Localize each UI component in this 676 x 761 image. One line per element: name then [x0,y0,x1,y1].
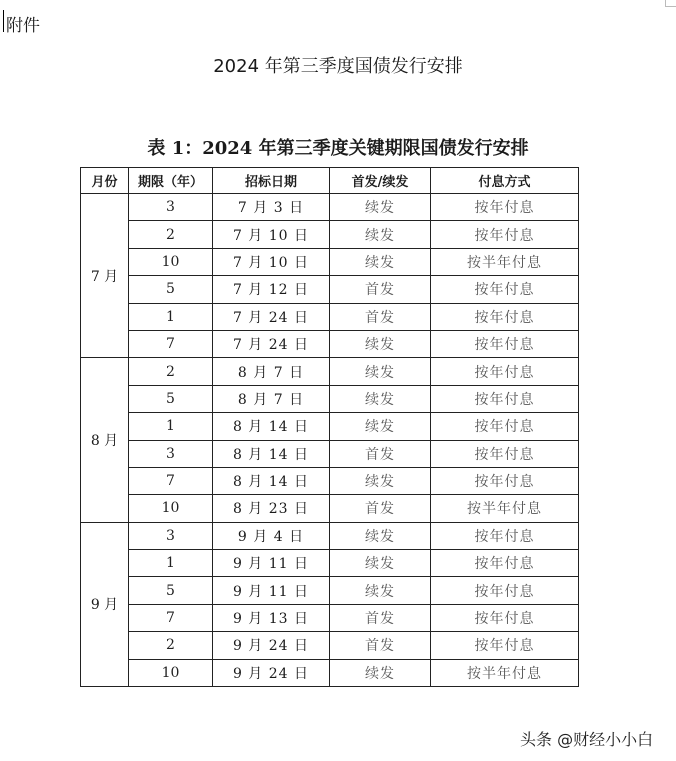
table-header-row [81,168,579,194]
page-corner-mark [665,0,676,7]
auction-date-cell: 9 月 13 日 [213,604,330,631]
issue-type-cell: 首发 [330,303,431,330]
table-row [81,550,579,577]
term-cell: 5 [129,577,213,604]
payment-method-cell: 按年付息 [431,303,579,330]
auction-date-cell: 8 月 14 日 [213,413,330,440]
table-row [81,467,579,494]
auction-date-cell: 7 月 24 日 [213,330,330,357]
issue-type-cell: 续发 [330,385,431,412]
payment-method-cell: 按年付息 [431,522,579,549]
auction-date-cell: 8 月 14 日 [213,440,330,467]
auction-date-cell: 7 月 10 日 [213,221,330,248]
auction-date-cell: 7 月 24 日 [213,303,330,330]
term-cell: 10 [129,659,213,686]
payment-method-cell: 按年付息 [431,604,579,631]
table-row [81,577,579,604]
table-row [81,632,579,659]
header-term: 期限（年） [129,168,213,194]
term-cell: 7 [129,330,213,357]
payment-method-cell: 按年付息 [431,358,579,385]
issue-type-cell: 续发 [330,467,431,494]
term-cell: 5 [129,276,213,303]
issue-type-cell: 首发 [330,440,431,467]
table-row [81,330,579,357]
payment-method-cell: 按年付息 [431,276,579,303]
auction-date-cell: 8 月 7 日 [213,385,330,412]
table-row [81,522,579,549]
payment-method-cell: 按年付息 [431,577,579,604]
payment-method-cell: 按半年付息 [431,248,579,275]
term-cell: 2 [129,358,213,385]
auction-date-cell: 7 月 12 日 [213,276,330,303]
auction-date-cell: 7 月 10 日 [213,248,330,275]
table-row [81,303,579,330]
term-cell: 1 [129,303,213,330]
issue-type-cell: 续发 [330,358,431,385]
auction-date-cell: 9 月 24 日 [213,632,330,659]
issue-type-cell: 续发 [330,194,431,221]
table-body [81,194,579,687]
issue-type-cell: 续发 [330,413,431,440]
table-row [81,495,579,522]
table-row [81,248,579,275]
month-cell: 9 月 [81,522,129,686]
header-payment-method: 付息方式 [431,168,579,194]
issue-type-cell: 首发 [330,276,431,303]
term-cell: 10 [129,248,213,275]
attachment-label: 附件 [6,16,40,36]
term-cell: 10 [129,495,213,522]
payment-method-cell: 按年付息 [431,440,579,467]
source-watermark: 头条 @财经小小白 [520,730,654,749]
issue-type-cell: 首发 [330,495,431,522]
term-cell: 7 [129,467,213,494]
document-title: 2024 年第三季度国债发行安排 [213,56,463,77]
header-auction-date: 招标日期 [213,168,330,194]
issue-type-cell: 续发 [330,330,431,357]
payment-method-cell: 按年付息 [431,632,579,659]
table-row [81,221,579,248]
term-cell: 5 [129,385,213,412]
header-month: 月份 [81,168,129,194]
issue-type-cell: 首发 [330,632,431,659]
issue-type-cell: 续发 [330,577,431,604]
payment-method-cell: 按年付息 [431,330,579,357]
payment-method-cell: 按年付息 [431,194,579,221]
auction-date-cell: 9 月 11 日 [213,577,330,604]
payment-method-cell: 按年付息 [431,467,579,494]
term-cell: 1 [129,413,213,440]
payment-method-cell: 按年付息 [431,550,579,577]
auction-date-cell: 8 月 23 日 [213,495,330,522]
issue-type-cell: 续发 [330,659,431,686]
term-cell: 2 [129,221,213,248]
auction-date-cell: 7 月 3 日 [213,194,330,221]
table-row [81,385,579,412]
header-issue-type: 首发/续发 [330,168,431,194]
payment-method-cell: 按年付息 [431,413,579,440]
table-row [81,440,579,467]
issuance-schedule-table [80,167,579,687]
term-cell: 3 [129,194,213,221]
text-cursor [3,10,4,32]
table-title: 表 1：2024 年第三季度关键期限国债发行安排 [147,138,529,159]
table-row [81,413,579,440]
payment-method-cell: 按年付息 [431,221,579,248]
term-cell: 7 [129,604,213,631]
auction-date-cell: 9 月 24 日 [213,659,330,686]
issue-type-cell: 续发 [330,550,431,577]
payment-method-cell: 按半年付息 [431,495,579,522]
table-row [81,276,579,303]
auction-date-cell: 9 月 4 日 [213,522,330,549]
table-row [81,604,579,631]
table-row [81,358,579,385]
issue-type-cell: 续发 [330,248,431,275]
term-cell: 1 [129,550,213,577]
month-cell: 7 月 [81,194,129,358]
auction-date-cell: 8 月 14 日 [213,467,330,494]
issue-type-cell: 续发 [330,221,431,248]
month-cell: 8 月 [81,358,129,522]
term-cell: 3 [129,522,213,549]
issue-type-cell: 首发 [330,604,431,631]
term-cell: 3 [129,440,213,467]
issue-type-cell: 续发 [330,522,431,549]
payment-method-cell: 按半年付息 [431,659,579,686]
table-row [81,659,579,686]
auction-date-cell: 9 月 11 日 [213,550,330,577]
term-cell: 2 [129,632,213,659]
table-row [81,194,579,221]
auction-date-cell: 8 月 7 日 [213,358,330,385]
payment-method-cell: 按年付息 [431,385,579,412]
